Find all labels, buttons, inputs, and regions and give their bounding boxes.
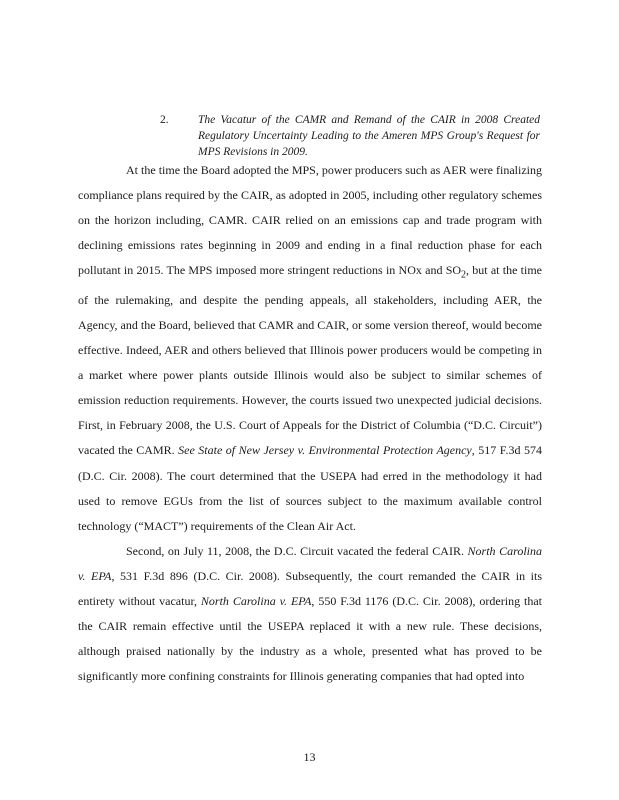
citation-north-carolina-2: North Carolina v. EPA (200, 593, 312, 608)
paragraph-1-part-3: , 517 F.3d 574 (D.C. Cir. 2008). The court determined that the USEPA had erred in the methodology it had used to remove EGUs from the list of sources subject to the maximum available control technology (“MACT”) requirements of the Clean Air Act. (78, 443, 542, 533)
paragraph-2 (78, 539, 542, 690)
paragraph-1-part-1: At the time the Board adopted the MPS, power producers such as AER were finalizing compliance plans required by the CAIR, as adopted in 2005, including other regulatory schemes on the horizon including, CAMR. CAIR relied on an emissions cap and trade program with declining emissions rates beginning in 2009 and ending in a final reduction phase for each pollutant in 2015. The MPS imposed more stringent reductions in NOx and SO (78, 163, 542, 278)
page-number: 13 (303, 750, 316, 764)
citation-new-jersey: See State of New Jersey v. Environmental Protection Agency (178, 443, 472, 458)
citation-north-carolina-1: North Carolina v. EPA (78, 543, 542, 583)
paragraph-2-part-3: , 550 F.3d 1176 (D.C. Cir. 2008), ordering that the CAIR remain effective until the USEPA replaced it with a new rule. These decisions, although praised nationally by the industry as a whole, presented what has proved to be significantly more confining constraints for Illinois generating companies that had opted into (78, 593, 542, 684)
paragraph-2-part-1: Second, on July 11, 2008, the D.C. Circuit vacated the federal CAIR. (126, 543, 468, 558)
section-heading (160, 112, 540, 160)
paragraph-1 (78, 158, 542, 539)
section-title: The Vacatur of the CAMR and Remand of the CAIR in 2008 Created Regulatory Uncertainty Leading to the Ameren MPS Group's Request for MPS Revisions in 2009. (198, 114, 540, 158)
subscript-2: 2 (461, 269, 467, 281)
paragraph-2-part-2: , 531 F.3d 896 (D.C. Cir. 2008). Subsequently, the court remanded the CAIR in its entirety without vacatur, (78, 568, 542, 608)
paragraph-1-part-2: , but at the time of the rulemaking, and despite the pending appeals, all stakeholders, including AER, the Agency, and the Board, believed that CAMR and CAIR, or some version thereof, would become effective. Indeed, AER and others believed that Illinois power producers would be competing in a market where power plants outside Illinois would also be subject to similar schemes of emission reduction requirements. However, the courts issued two unexpected judicial decisions. First, in February 2008, the U.S. Court of Appeals for the District of Columbia (“D.C. Circuit”) vacated the CAMR. (78, 263, 542, 458)
section-number: 2. (160, 114, 169, 126)
body-text (78, 158, 542, 689)
